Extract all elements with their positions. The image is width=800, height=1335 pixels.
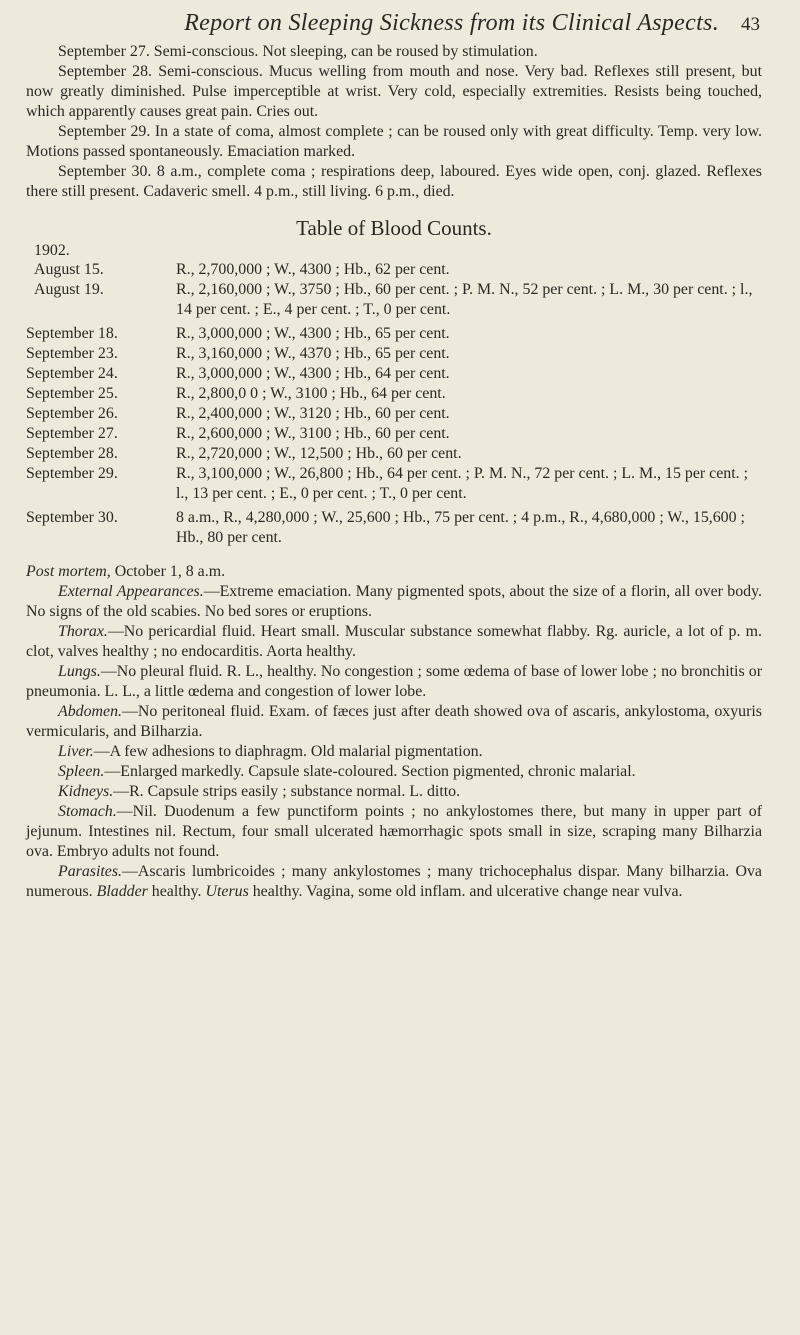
running-head [26,10,762,42]
row-value: R., 3,000,000 ; W., 4300 ; Hb., 64 per cent. [176,365,450,382]
table-row [26,384,762,404]
table-title: Table of Blood Counts. [296,216,492,240]
pm-spleen: Spleen.—Enlarged markedly. Capsule slate-coloured. Section pigmented, chronic malarial. [58,763,636,780]
row-value: R., 2,160,000 ; W., 3750 ; Hb., 60 per cent. ; P. M. N., 52 per cent. ; L. M., 30 per cent. ; l., 14 per cent. ; E., 4 per cent. ; T., 0 per cent. [176,281,753,318]
table-row [26,424,762,444]
row-value: R., 2,400,000 ; W., 3120 ; Hb., 60 per cent. [176,405,450,422]
table-row [26,344,762,364]
row-date: September 27. [26,425,118,442]
post-mortem-label: Post mortem, [26,563,111,580]
pm-kidneys: Kidneys.—R. Capsule strips easily ; substance normal. L. ditto. [58,783,461,800]
table-year: 1902. [34,242,70,259]
table-row [26,260,762,280]
note-sep-29: September 29. In a state of coma, almost complete ; can be roused only with great difficulty. Temp. very low. Motions passed spontaneously. Emaciation marked. [26,123,762,160]
running-title: Report on Sleeping Sickness from its Clinical Aspects. [184,10,719,36]
row-value: R., 2,700,000 ; W., 4300 ; Hb., 62 per cent. [176,261,450,278]
pm-external: External Appearances.—Extreme emaciation. Many pigmented spots, about the size of a florin, all over body. No signs of the old scabies. No bed sores or eruptions. [26,583,762,620]
row-date: August 19. [34,281,104,298]
table-row [26,364,762,384]
table-row [26,404,762,424]
row-value: R., 2,600,000 ; W., 3100 ; Hb., 60 per cent. [176,425,450,442]
note-sep-27: September 27. Semi-conscious. Not sleeping, can be roused by stimulation. [58,43,538,60]
row-date: September 30. [26,509,118,526]
table-row [26,444,762,464]
note-sep-28: September 28. Semi-conscious. Mucus welling from mouth and nose. Very bad. Reflexes still present, but now greatly diminished. Pulse imperceptible at wrist. Very cold, especially extremities. Resists being touched, which apparently causes great pain. Cries out. [26,63,762,120]
table-row [26,508,762,548]
row-date: September 24. [26,365,118,382]
blood-count-table [26,260,762,548]
row-value: R., 3,000,000 ; W., 4300 ; Hb., 65 per cent. [176,325,450,342]
row-date: September 29. [26,465,118,482]
row-value: R., 3,160,000 ; W., 4370 ; Hb., 65 per cent. [176,345,450,362]
pm-stomach: Stomach.—Nil. Duodenum a few punctiform points ; no ankylostomes there, but many in upper part of jejunum. Intestines nil. Rectum, four small ulcerated hæmorrhagic spots small in size, scraping many Bilharzia ova. Embryo adults not found. [26,803,762,860]
table-row [26,464,762,504]
post-mortem-date: October 1, 8 a.m. [110,563,226,580]
post-mortem-heading [26,562,762,582]
row-date: August 15. [34,261,104,278]
row-value: R., 2,720,000 ; W., 12,500 ; Hb., 60 per cent. [176,445,462,462]
row-date: September 28. [26,445,118,462]
page-number: 43 [741,14,760,35]
row-date: September 26. [26,405,118,422]
table-row [26,324,762,344]
row-date: September 23. [26,345,118,362]
pm-thorax: Thorax.—No pericardial fluid. Heart small. Muscular substance somewhat flabby. Rg. auricle, a lot of p. m. clot, valves healthy ; no endocarditis. Aorta healthy. [26,623,762,660]
row-value: 8 a.m., R., 4,280,000 ; W., 25,600 ; Hb., 75 per cent. ; 4 p.m., R., 4,680,000 ; W., 15,600 ; Hb., 80 per cent. [176,509,745,546]
pm-lungs: Lungs.—No pleural fluid. R. L., healthy. No congestion ; some œdema of base of lower lobe ; no bronchitis or pneumonia. L. L., a little œdema and congestion of lower lobe. [26,663,762,700]
table-row [26,280,762,320]
row-date: September 18. [26,325,118,342]
pm-abdomen: Abdomen.—No peritoneal fluid. Exam. of fæces just after death showed ova of ascaris, ankylostoma, oxyuris vermicularis, and Bilharzia. [26,703,762,740]
row-value: R., 2,800,0 0 ; W., 3100 ; Hb., 64 per cent. [176,385,446,402]
pm-liver: Liver.—A few adhesions to diaphragm. Old malarial pigmentation. [58,743,483,760]
pm-parasites: Parasites.—Ascaris lumbricoides ; many ankylostomes ; many trichocephalus dispar. Many bilharzia. Ova numerous. Bladder healthy. Uterus healthy. Vagina, some old inflam. and ulcerative change near vulva. [26,863,762,900]
row-date: September 25. [26,385,118,402]
note-sep-30: September 30. 8 a.m., complete coma ; respirations deep, laboured. Eyes wide open, conj. glazed. Reflexes there still present. Cadaveric smell. 4 p.m., still living. 6 p.m., died. [26,163,762,200]
row-value: R., 3,100,000 ; W., 26,800 ; Hb., 64 per cent. ; P. M. N., 72 per cent. ; L. M., 15 per cent. ; l., 13 per cent. ; E., 0 per cent. ; T., 0 per cent. [176,465,748,502]
